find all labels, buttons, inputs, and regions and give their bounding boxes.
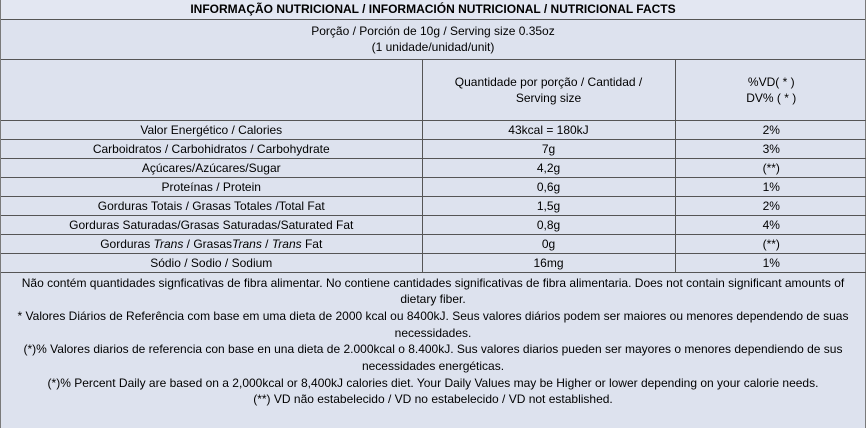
nutrient-daily-value: (**) <box>675 158 866 177</box>
header-dv-line2: DV% ( * ) <box>746 90 797 105</box>
nutrient-quantity: 7g <box>422 139 675 158</box>
nutrient-name: Gorduras Totais / Grasas Totales /Total Fat <box>1 196 422 215</box>
nutrient-daily-value: 4% <box>675 215 866 234</box>
nutrient-name <box>1 234 422 253</box>
name-part-italic: Trans <box>153 236 184 251</box>
footnote-dv-en: (*)% Percent Daily are based on a 2,000kcal or 8,400kJ calories diet. Your Daily Values may be Higher or lower depending on your calorie needs. <box>47 375 819 390</box>
header-daily-value <box>675 60 866 120</box>
name-part: Fat <box>301 236 323 251</box>
header-blank-cell <box>1 60 422 120</box>
nutrient-quantity: 1,5g <box>422 196 675 215</box>
name-part: Gorduras <box>100 236 154 251</box>
nutrient-daily-value: 1% <box>675 177 866 196</box>
nutrient-name: Gorduras Saturadas/Grasas Saturadas/Saturated Fat <box>1 215 422 234</box>
table-row <box>1 215 866 234</box>
nutrient-daily-value: 2% <box>675 120 866 139</box>
serving-size-line: Porção / Porción de 10g / Serving size 0.35oz <box>311 24 555 38</box>
table-row <box>1 120 866 139</box>
nutrient-quantity: 0,6g <box>422 177 675 196</box>
panel-title: INFORMAÇÃO NUTRICIONAL / INFORMACIÓN NUTRICIONAL / NUTRICIONAL FACTS <box>1 0 865 20</box>
name-part: / Grasas <box>183 236 233 251</box>
nutrient-name: Valor Energético / Calories <box>1 120 422 139</box>
nutrient-daily-value: 2% <box>675 196 866 215</box>
footnotes <box>1 273 865 409</box>
nutrient-name: Sódio / Sodio / Sodium <box>1 253 422 272</box>
nutrient-daily-value: (**) <box>675 234 866 253</box>
footnote-fiber: Não contém quantidades signficativas de fibra alimentar. No contiene cantidades significativas de fibra alimentaria. Does not contain significant amounts of dietary fiber. <box>21 275 845 307</box>
nutrient-quantity: 4,2g <box>422 158 675 177</box>
nutrient-daily-value: 1% <box>675 253 866 272</box>
header-dv-line1: %VD( * ) <box>747 74 795 89</box>
footnote-dv-es: (*)% Valores diarios de referencia con base en una dieta de 2.000kcal o 8.400kJ. Sus valores diarios pueden ser mayores o menores dependiendo de sus necessidades energéticas. <box>23 342 843 374</box>
serving-unit-line: (1 unidade/unidad/unit) <box>371 40 495 54</box>
footnote-not-established: (**) VD não estabelecido / VD no estabelecido / VD not established. <box>253 392 613 407</box>
name-part-italic: Trans <box>232 236 262 251</box>
table-row <box>1 158 866 177</box>
table-row <box>1 196 866 215</box>
table-row <box>1 139 866 158</box>
header-quantity: Quantidade por porção / Cantidad / Serving size <box>422 60 675 120</box>
serving-size <box>1 20 865 60</box>
nutrient-daily-value: 3% <box>675 139 866 158</box>
nutrient-quantity: 0g <box>422 234 675 253</box>
nutrient-name: Açúcares/Azúcares/Sugar <box>1 158 422 177</box>
table-header-row <box>1 60 866 120</box>
table-row <box>1 234 866 253</box>
nutrient-name: Proteínas / Protein <box>1 177 422 196</box>
nutrient-quantity: 16mg <box>422 253 675 272</box>
footnote-dv-pt: * Valores Diários de Referência com base em uma dieta de 2000 kcal ou 8400kJ. Seus valores diários podem ser maiores ou menores dependendo de suas necessidades. <box>17 308 849 340</box>
nutrient-name: Carboidratos / Carbohidratos / Carbohydrate <box>1 139 422 158</box>
name-part: / <box>261 236 272 251</box>
nutrition-table <box>1 60 866 273</box>
name-part-italic: Trans <box>271 236 302 251</box>
nutrient-quantity: 0,8g <box>422 215 675 234</box>
table-row <box>1 253 866 272</box>
table-row <box>1 177 866 196</box>
nutrient-quantity: 43kcal = 180kJ <box>422 120 675 139</box>
